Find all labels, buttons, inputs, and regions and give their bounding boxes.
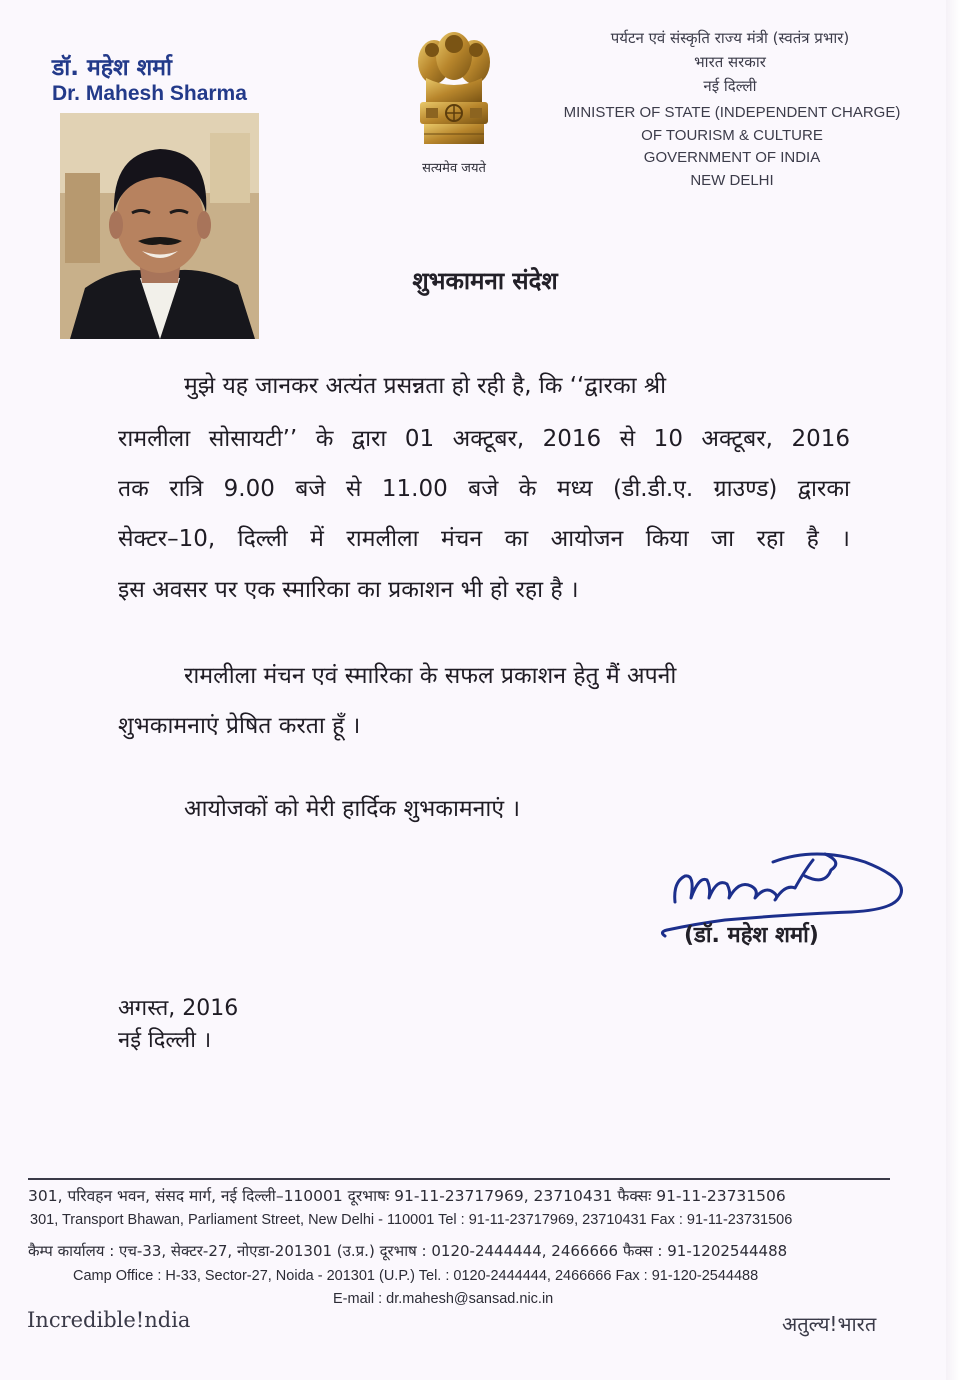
office-english-line: GOVERNMENT OF INDIA bbox=[643, 149, 821, 166]
paragraph-3-line: आयोजकों को मेरी हार्दिक शुभकामनाएं । bbox=[184, 796, 521, 822]
footer-camp-office-english: Camp Office : H-33, Sector-27, Noida - 201301 (U.P.) Tel. : 0120-2444444, 2466666 Fax : 91-120-2544488 bbox=[73, 1268, 759, 1284]
letter-place: नई दिल्ली । bbox=[118, 1028, 212, 1053]
footer-address-hindi: 301, परिवहन भवन, संसद मार्ग, नई दिल्ली–110001 दूरभाषः 91-11-23717969, 23710431 फैक्सः 91-11-23731506 bbox=[28, 1187, 786, 1205]
paragraph-1-line: इस अवसर पर एक स्मारिका का प्रकाशन भी हो रहा है । bbox=[118, 577, 579, 603]
office-english-line: OF TOURISM & CULTURE bbox=[641, 126, 823, 144]
paragraph-1-line: सेक्टर–10, दिल्ली में रामलीला मंचन का आयोजन किया जा रहा है । bbox=[118, 526, 850, 552]
office-designation-english bbox=[552, 102, 912, 192]
paragraph-2-line: शुभकामनाएं प्रेषित करता हूँ । bbox=[118, 713, 361, 739]
office-hindi-line: नई दिल्ली bbox=[703, 77, 757, 95]
atulya-bharat-logo: अतुल्य!भारत bbox=[782, 1312, 877, 1336]
paragraph-2-line: रामलीला मंचन एवं स्मारिका के सफल प्रकाशन हेतु मैं अपनी bbox=[184, 663, 677, 689]
signatory-name: (डॉ. महेश शर्मा) bbox=[684, 923, 819, 948]
incredible-india-logo: Incredible!ndia bbox=[27, 1308, 191, 1332]
minister-name-english: Dr. Mahesh Sharma bbox=[52, 82, 247, 105]
emblem-motto: सत्यमेव जयते bbox=[422, 161, 486, 176]
letter-heading: शुभकामना संदेश bbox=[412, 267, 558, 295]
minister-name-hindi: डॉ. महेश शर्मा bbox=[52, 55, 172, 81]
footer-email: E-mail : dr.mahesh@sansad.nic.in bbox=[333, 1291, 554, 1307]
office-english-line: MINISTER OF STATE (INDEPENDENT CHARGE) bbox=[563, 104, 901, 121]
paragraph-1-line: तक रात्रि 9.00 बजे से 11.00 बजे के मध्य (डी.डी.ए. ग्राउण्ड) द्वारका bbox=[118, 476, 850, 502]
footer-divider bbox=[28, 1178, 890, 1180]
office-english-line: NEW DELHI bbox=[690, 171, 774, 189]
footer-address-english: 301, Transport Bhawan, Parliament Street, New Delhi - 110001 Tel : 91-11-23717969, 23710431 Fax : 91-11-23731506 bbox=[30, 1212, 793, 1228]
paragraph-1-line: मुझे यह जानकर अत्यंत प्रसन्नता हो रही है, कि ‘‘द्वारका श्री bbox=[184, 373, 667, 399]
minister-photo bbox=[60, 113, 259, 339]
national-emblem-icon bbox=[404, 28, 504, 178]
footer-camp-office-hindi: कैम्प कार्यालय : एच-33, सेक्टर-27, नोएडा-201301 (उ.प्र.) दूरभाष : 0120-2444444, 2466666 फैक्स : 91-1202544488 bbox=[28, 1242, 788, 1260]
office-hindi-line: पर्यटन एवं संस्कृति राज्य मंत्री (स्वतंत्र प्रभार) bbox=[610, 29, 850, 47]
letter-date: अगस्त, 2016 bbox=[118, 996, 239, 1021]
office-designation-hindi bbox=[560, 26, 900, 98]
office-hindi-line: भारत सरकार bbox=[694, 53, 766, 71]
paragraph-1-line: रामलीला सोसायटी’’ के द्वारा 01 अक्टूबर, 2016 से 10 अक्टूबर, 2016 bbox=[118, 426, 850, 452]
page-edge bbox=[946, 0, 960, 1380]
